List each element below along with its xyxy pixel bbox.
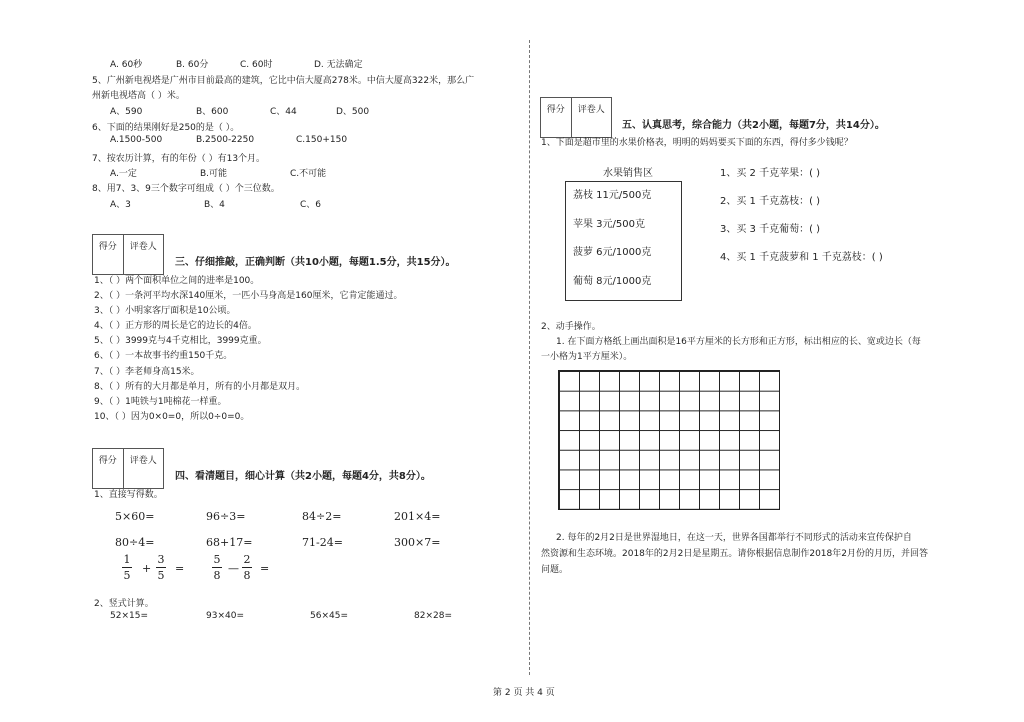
sec3-item-7: 7、（ ）李老师身高15米。 [94,367,200,377]
vertical-4: 82×28= [414,611,452,621]
q7-text: 7、按农历计算，有的年份（ ）有13个月。 [92,154,266,164]
q8-option-a: A、3 [110,200,131,210]
q2-sub1-line1: 1. 在下面方格纸上画出面积是16平方厘米的长方形和正方形，标出相应的长、宽或边长（每 [556,337,921,347]
sec3-item-3: 3、（ ）小明家客厅面积是10公顷。 [94,306,236,316]
q6-option-c: C.150+150 [296,135,348,145]
q7-option-c: C.不可能 [290,169,327,179]
calc-r2-2: 68+17= [206,536,253,549]
fruit-price-3: 菠萝 6元/1000克 [573,247,652,258]
sec5-q1: 1、下面是超市里的水果价格表，明明的妈妈要买下面的东西，得付多少钱呢？ [541,138,853,148]
sec3-item-9: 9、（ ）1吨铁与1吨棉花一样重。 [94,397,227,407]
sec3-item-4: 4、（ ）正方形的周长是它的边长的4倍。 [94,321,257,331]
q5-line1: 5、广州新电视塔是广州市目前最高的建筑，它比中信大厦高278米。中信大厦高322米，那么广 [92,76,475,86]
q6-text: 6、下面的结果刚好是250的是（ ）。 [92,123,240,133]
vertical-1: 52×15= [110,611,148,621]
q8-option-c: C、6 [300,200,322,210]
calc-r2-3: 71-24= [302,536,343,549]
q2-sub1-line2: 一小格为1平方厘米）。 [541,352,633,362]
fruit-price-1: 荔枝 11元/500克 [573,190,652,201]
q2-sub2-line2: 然资源和生态环境。2018年的2月2日是星期五。请你根据信息制作2018年2月份的月历，并回答 [541,549,928,559]
q6-option-a: A.1500-500 [110,135,163,145]
denominator: 8 [243,569,251,582]
grid-paper [558,370,780,510]
score-box-sec3 [92,234,164,256]
score-box-sec4 [92,448,164,470]
q7-option-b: B.可能 [200,169,228,179]
q6-option-b: B.2500-2250 [196,135,255,145]
fraction-eq-2: = [260,562,270,575]
fraction-op-2: — [228,562,239,575]
buy-item-2: 2、买 1 千克荔枝：( ) [720,196,821,207]
sec3-item-6: 6、（ ）一本故事书约重150千克。 [94,351,233,361]
q8-text: 8、用7、3、9三个数字可组成（ ）个三位数。 [92,184,280,194]
numerator: 5 [213,553,221,566]
q7-option-a: A.一定 [110,169,137,179]
calc-r2-1: 80÷4= [115,536,155,549]
score-box-sec3-blank [92,254,164,275]
numerator: 1 [123,553,131,566]
score-label: 得分 [93,449,124,469]
calc-r2-4: 300×7= [394,536,441,549]
score-box-sec5 [540,97,612,119]
denominator: 5 [157,569,165,582]
sec4-q2: 2、竖式计算。 [94,599,154,609]
vertical-2: 93×40= [206,611,244,621]
grader-label: 评卷人 [129,455,157,466]
q4-option-c: C. 60时 [240,60,273,70]
fraction-2b [242,553,252,582]
buy-item-3: 3、买 3 千克葡萄：( ) [720,224,821,235]
sec3-item-2: 2、（ ）一条河平均水深140厘米，一匹小马身高是160厘米，它肯定能通过。 [94,291,403,301]
score-box-sec4-blank [92,468,164,489]
sec4-title: 四、看清题目，细心计算（共2小题，每题4分，共8分）。 [175,471,431,482]
fraction-1b [156,553,166,582]
fraction-2a [212,553,222,582]
grader-label: 评卷人 [129,241,157,252]
vertical-3: 56×45= [310,611,348,621]
buy-item-4: 4、买 1 千克菠萝和 1 千克荔枝：( ) [720,252,883,263]
calc-r1-4: 201×4= [394,510,441,523]
q4-option-d: D. 无法确定 [314,60,363,70]
fraction-eq-1: = [175,562,185,575]
sec3-item-5: 5、（ ）3999克与4千克相比，3999克重。 [94,336,267,346]
buy-item-1: 1、买 2 千克苹果：( ) [720,168,821,179]
fruit-table-header: 水果销售区 [603,168,653,179]
q2-sub2-line3: 问题。 [541,565,569,575]
q5-line2: 州新电视塔高（ ）米。 [92,91,185,101]
fraction-1a [122,553,132,582]
numerator: 2 [243,553,251,566]
q4-option-b: B. 60分 [176,60,209,70]
sec5-title: 五、认真思考，综合能力（共2小题，每题7分，共14分）。 [622,120,885,131]
sec5-q2: 2、动手操作。 [541,322,601,332]
sec3-title: 三、仔细推敲，正确判断（共10小题，每题1.5分，共15分）。 [175,257,456,268]
page-footer: 第 2 页 共 4 页 [493,688,555,698]
score-label: 得分 [93,235,124,255]
fraction-op-1: + [142,562,152,575]
calc-r1-3: 84÷2= [302,510,342,523]
q2-sub2-line1: 2. 每年的2月2日是世界湿地日，在这一天，世界各国都举行不同形式的活动来宣传保护自 [556,533,912,543]
sec3-item-1: 1、（ ）两个面积单位之间的进率是100。 [94,276,260,286]
numerator: 3 [157,553,165,566]
calc-r1-2: 96÷3= [206,510,246,523]
sec4-q1: 1、直接写得数。 [94,490,163,500]
q8-option-b: B、4 [204,200,225,210]
q4-option-a: A. 60秒 [110,60,143,70]
q5-option-d: D、500 [336,107,370,117]
denominator: 5 [123,569,131,582]
q5-option-c: C、44 [270,107,297,117]
q5-option-a: A、590 [110,107,143,117]
score-label: 得分 [541,98,572,118]
sec3-item-8: 8、（ ）所有的大月都是单月，所有的小月都是双月。 [94,382,306,392]
fruit-price-4: 葡萄 8元/1000克 [573,276,652,287]
denominator: 8 [213,569,221,582]
column-divider [529,40,530,675]
sec3-item-10: 10、（ ）因为0×0=0，所以0÷0=0。 [94,412,250,422]
calc-r1-1: 5×60= [115,510,155,523]
fruit-price-2: 苹果 3元/500克 [573,219,645,230]
q5-option-b: B、600 [196,107,229,117]
grader-label: 评卷人 [577,104,605,115]
